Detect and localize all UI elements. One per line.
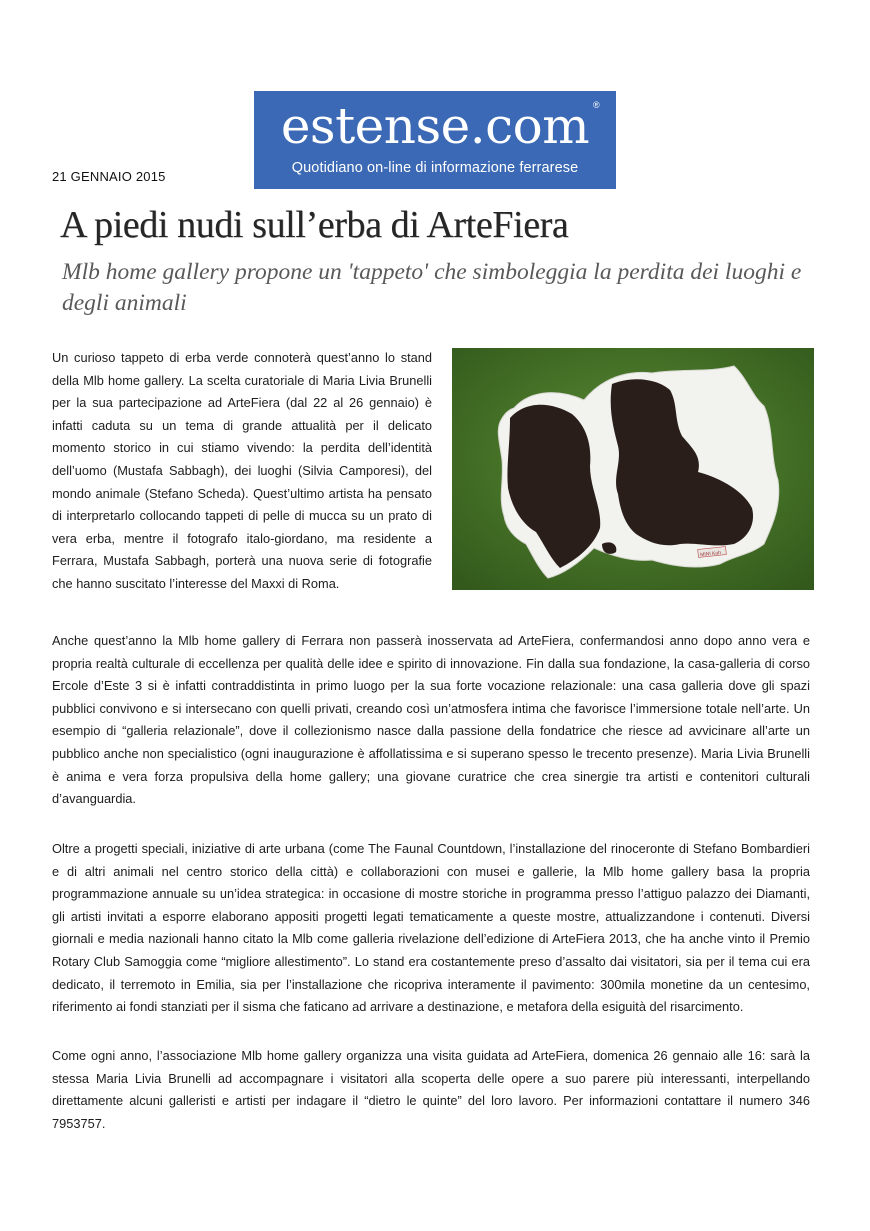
article-paragraph-2: Anche quest’anno la Mlb home gallery di Ferrara non passerà inosservata ad ArteFiera, confermandosi anno dopo anno vera e propria realtà culturale di eccellenza per qualità delle idee e spirito di innovazione. Fin dalla sua fondazione, la casa-galleria di corso Ercole d’Este 3 si è infatti contraddistinta in primo luogo per la sua forte vocazione relazionale: una casa galleria dove gli spazi pubblici convivono e si intersecano con quelli privati, creando così un’atmosfera intima che favorisce l’immersione totale nell’arte. Un esempio di “galleria relazionale”, dove il collezionismo nasce dalla passione della fondatrice che riesce ad avvicinare all’arte un pubblico anche non specialistico (ogni inaugurazione è affollatissima e si superano spesso le trecento presenze). Maria Livia Brunelli è anima e vera forza propulsiva della home gallery; una giovane curatrice che crea sinergie tra artisti e contenitori culturali d’avanguardia.	[52, 633, 810, 807]
article-photo	[452, 348, 814, 590]
article-paragraph-1: Un curioso tappeto di erba verde connoterà quest’anno lo stand della Mlb home gallery. La scelta curatoriale di Maria Livia Brunelli per la sua partecipazione ad ArteFiera (dal 22 al 26 gennaio) è infatti caduta su un tema di grande attualità per il delicato momento storico in cui stiamo vivendo: la perdita dell’identità dell’uomo (Mustafa Sabbagh), dei luoghi (Silvia Camporesi), del mondo animale (Stefano Scheda). Quest’ultimo artista ha pensato di interpretarlo collocando tappeti di pelle di mucca su un prato di vera erba, mentre il fotografo italo-giordano, ma residente a Ferrara, Mustafa Sabbagh, porterà una nuova serie di fotografie che hanno suscitato l’interesse del Maxxi di Roma.	[52, 350, 432, 591]
masthead-logo	[254, 91, 616, 189]
article-paragraph-3: Oltre a progetti speciali, iniziative di arte urbana (come The Faunal Countdown, l’installazione del rinoceronte di Stefano Bombardieri e di altri animali nel centro storico della città) e collaborazioni con musei e gallerie, la Mlb home gallery basa la propria programmazione annuale su un’idea strategica: in occasione di mostre storiche in programma presso l’attiguo palazzo dei Diamanti, gli artisti invitati a esporre elaborano appositi progetti legati tematicamente a queste mostre, attualizzandone i contenuti. Diversi giornali e media nazionali hanno citato la Mlb come galleria rivelazione dell’edizione di ArteFiera 2013, che ha anche vinto il Premio Rotary Club Samoggia come “migliore allestimento”. Lo stand era costantemente preso d’assalto dai visitatori, sia per il tema cui era dedicato, il terremoto in Emilia, sia per l’installazione che ricopriva interamente il pavimento: 300mila monetine da un centesimo, riferimento ai fondi stanziati per il sisma che faticano ad arrivare a destinazione, e metafora della esiguità del risarcimento.	[52, 841, 810, 1015]
article-subheadline: Mlb home gallery propone un 'tappeto' che simboleggia la perdita dei luoghi e degli animali	[62, 259, 802, 316]
cowhide-rug-image	[452, 348, 814, 590]
registered-mark: ®	[593, 100, 600, 110]
article-headline: A piedi nudi sull’erba di ArteFiera	[60, 204, 569, 246]
article-paragraph-4: Come ogni anno, l’associazione Mlb home gallery organizza una visita guidata ad ArteFiera, domenica 26 gennaio alle 16: sarà la stessa Maria Livia Brunelli ad accompagnare i visitatori alla scoperta delle opere a suo parere più interessanti, interpellando direttamente alcuni galleristi e artisti per indagare il “dietro le quinte” del loro lavoro. Per informazioni contattare il numero 346 7953757.	[52, 1048, 810, 1131]
brand-text: estense.com	[280, 97, 590, 155]
rug-label-text: MINI Kuh	[699, 550, 722, 559]
publication-date: 21 GENNAIO 2015	[52, 169, 166, 184]
masthead-tagline: Quotidiano on-line di informazione ferrarese	[291, 160, 579, 176]
brand-name	[280, 91, 600, 155]
